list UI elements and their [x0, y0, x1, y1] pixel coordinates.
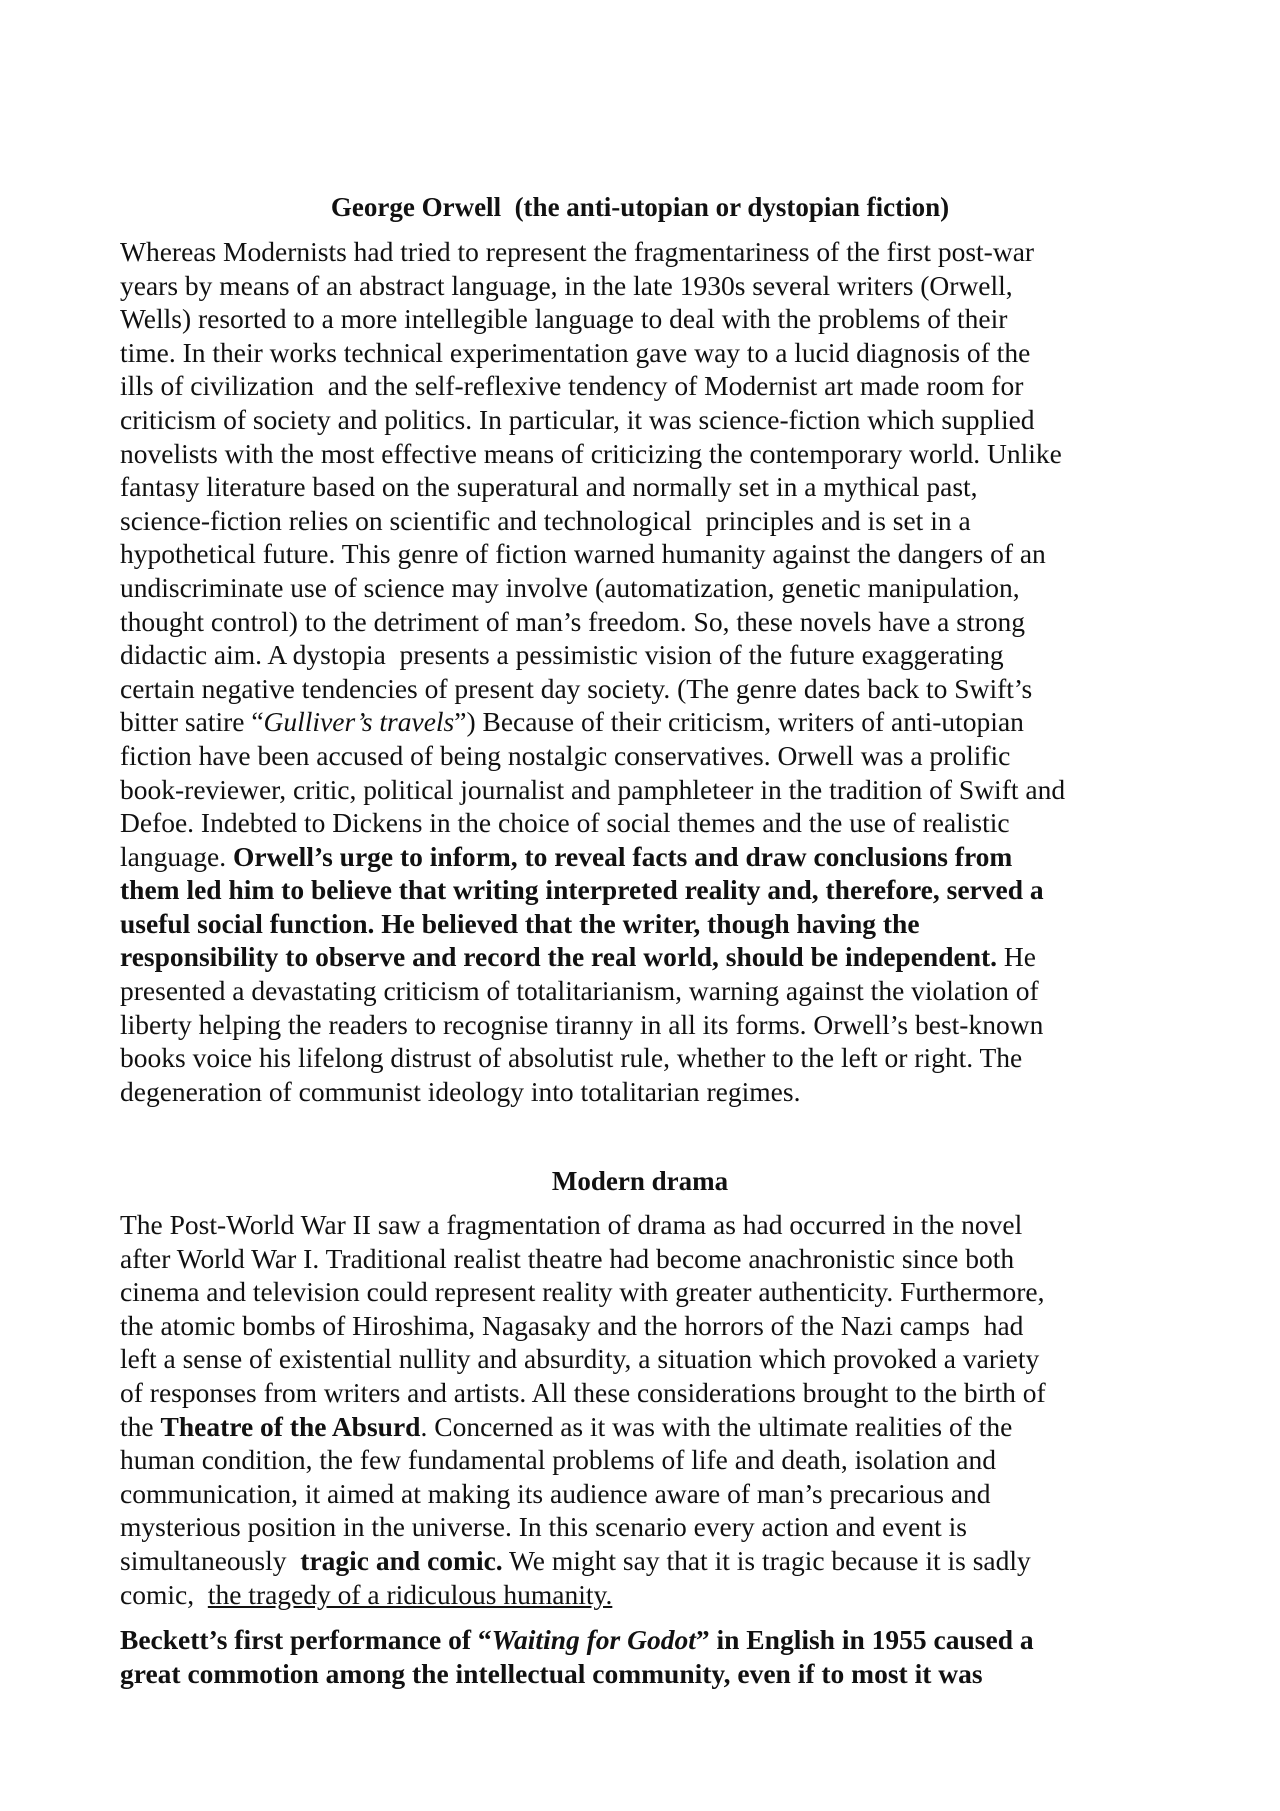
text-run: the [120, 1410, 161, 1442]
text-line [120, 705, 1180, 739]
section-heading-orwell: George Orwell (the anti-utopian or dystopian fiction) [330, 192, 950, 222]
bold-text-line: them led him to believe that writing interpreted reality and, therefore, served a [120, 874, 1044, 906]
text-line: great commotion among the intellectual community, even if to most it was [120, 1657, 983, 1689]
text-run: language. [120, 840, 234, 872]
text-line: book-reviewer, critic, political journalist and pamphleteer in the tradition of Swift and [120, 773, 1066, 805]
text-line: fantasy literature based on the superatural and normally set in a mythical past, [120, 471, 978, 503]
text-line: criticism of society and politics. In particular, it was science-fiction which supplied [120, 403, 1035, 435]
text-line: Defoe. Indebted to Dickens in the choice of social themes and the use of realistic [120, 807, 1010, 839]
text-line [120, 1578, 1180, 1612]
text-line: time. In their works technical experimentation gave way to a lucid diagnosis of the [120, 336, 1031, 368]
play-title-waiting-for-godot: Waiting for Godot [491, 1624, 696, 1655]
text-line: human condition, the few fundamental problems of life and death, isolation and [120, 1444, 996, 1476]
theatre-of-the-absurd-term: Theatre of the Absurd [160, 1410, 421, 1442]
book-title-gullivers-travels: Gulliver’s travels [263, 706, 455, 738]
text-line: mysterious position in the universe. In this scenario every action and event is [120, 1511, 967, 1543]
text-line: communication, it aimed at making its audience aware of man’s precarious and [120, 1477, 991, 1509]
text-line: The Post-World War II saw a fragmentation of drama as had occurred in the novel [120, 1209, 1023, 1240]
text-line: the atomic bombs of Hiroshima, Nagasaky and the horrors of the Nazi camps had [120, 1309, 1024, 1341]
text-run: We might say that it is tragic because it is sadly [502, 1544, 1031, 1576]
text-line: fiction have been accused of being nostalgic conservatives. Orwell was a prolific [120, 739, 1011, 771]
bold-text-line: useful social function. He believed that the writer, though having the [120, 907, 920, 939]
text-run: ” in English in 1955 caused a [695, 1624, 1034, 1655]
text-run: bitter satire “ [120, 706, 264, 738]
text-line [120, 840, 1180, 874]
text-line: of responses from writers and artists. All these considerations brought to the birth of [120, 1376, 1046, 1408]
text-line: novelists with the most effective means of criticizing the contemporary world. Unlike [120, 437, 1062, 469]
text-line: science-fiction relies on scientific and technological principles and is set in a [120, 504, 971, 536]
bold-text-run: responsibility to observe and record the real world, should be independent. [120, 941, 998, 973]
paragraph-beckett [120, 1623, 1180, 1690]
text-line: Wells) resorted to a more intellegible language to deal with the problems of their [120, 303, 1008, 335]
text-run: . Concerned as it was with the ultimate realities of the [420, 1410, 1013, 1442]
text-line: degeneration of communist ideology into totalitarian regimes. [120, 1075, 801, 1107]
text-line: undiscriminate use of science may involve (automatization, genetic manipulation, [120, 571, 1020, 603]
bold-text-run: tragic and comic. [300, 1544, 503, 1576]
text-line [120, 1623, 1180, 1657]
paragraph-orwell [120, 235, 1180, 1108]
text-line [120, 1544, 1180, 1578]
text-line: Whereas Modernists had tried to represent the fragmentariness of the first post-war [120, 236, 1035, 267]
text-line: hypothetical future. This genre of fiction warned humanity against the dangers of an [120, 538, 1046, 570]
section-heading-modern-drama: Modern drama [551, 1166, 729, 1196]
text-run: comic, [120, 1578, 208, 1610]
text-line: didactic aim. A dystopia presents a pessimistic vision of the future exaggerating [120, 639, 1004, 671]
underlined-text-run: the tragedy of a ridiculous humanity. [207, 1578, 613, 1610]
text-line: after World War I. Traditional realist theatre had become anachronistic since both [120, 1242, 1015, 1274]
paragraph-modern-drama [120, 1208, 1180, 1611]
text-line: presented a devastating criticism of totalitarianism, warning against the violation of [120, 975, 1039, 1007]
text-run: ”) Because of their criticism, writers of anti-utopian [454, 706, 1024, 738]
text-run: He [997, 941, 1036, 973]
text-run: Beckett’s first performance of “ [120, 1624, 492, 1655]
bold-text-run: Orwell’s urge to inform, to reveal facts and draw conclusions from [233, 840, 1013, 872]
text-line: thought control) to the detriment of man’s freedom. So, these novels have a strong [120, 605, 1026, 637]
text-line: ills of civilization and the self-reflexive tendency of Modernist art made room for [120, 370, 1024, 402]
text-line: books voice his lifelong distrust of absolutist rule, whether to the left or right. The [120, 1042, 1023, 1074]
text-line: cinema and television could represent reality with greater authenticity. Furthermore, [120, 1276, 1045, 1308]
text-line [120, 1410, 1180, 1444]
text-line: years by means of an abstract language, in the late 1930s several writers (Orwell, [120, 269, 1013, 301]
text-line: certain negative tendencies of present day society. (The genre dates back to Swift’s [120, 672, 1033, 704]
text-line [120, 940, 1180, 974]
text-line: liberty helping the readers to recognise tiranny in all its forms. Orwell’s best-known [120, 1008, 1044, 1040]
text-line: left a sense of existential nullity and absurdity, a situation which provoked a variety [120, 1343, 1040, 1375]
text-run: simultaneously [120, 1544, 301, 1576]
